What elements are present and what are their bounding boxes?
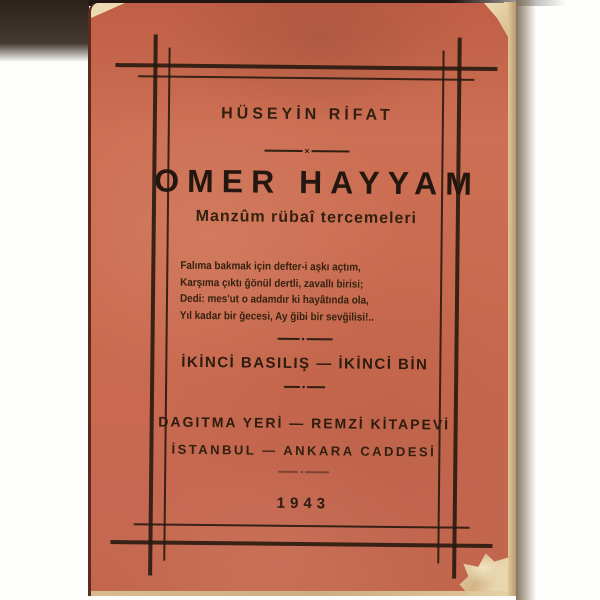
frame-outer-bottom <box>110 540 492 548</box>
divider-dot-glyph: • <box>301 382 306 393</box>
frame-inner-bottom <box>134 523 470 529</box>
divider-line <box>264 150 302 152</box>
poem-line: Falıma bakmak için defter-i aşkı açtım, <box>179 259 361 274</box>
divider-line <box>305 471 329 473</box>
divider-ornament-icon <box>152 381 457 392</box>
frame-inner-top <box>138 75 474 81</box>
divider-ornament-icon <box>153 333 458 344</box>
book-subtitle: Manzûm rübaî tercemeleri <box>195 207 418 228</box>
divider-line <box>312 150 350 152</box>
divider-line <box>278 338 300 340</box>
edition-line: İKİNCİ BASILIŞ — İKİNCİ BİN <box>181 353 429 374</box>
divider-ornament-icon <box>155 145 460 156</box>
printed-area <box>88 3 508 596</box>
divider-line <box>307 386 325 388</box>
author-name: HÜSEYİN RİFAT <box>221 105 394 124</box>
publication-year: 1943 <box>276 494 331 513</box>
divider-dot-glyph: • <box>300 467 304 478</box>
poem-line: Dedi: mes'ut o adamdır ki hayâtında ola, <box>179 292 369 307</box>
address-line: İSTANBUL — ANKARA CADDESİ <box>171 441 437 460</box>
photo-corner-shadow <box>0 0 89 62</box>
divider-x-glyph: × <box>304 146 310 157</box>
divider-line <box>278 471 298 473</box>
divider-line <box>284 386 300 388</box>
poem-line: Yıl kadar bir ğecesi, Ay ğibi bir sevğilisi!.. <box>179 309 374 324</box>
book-cover <box>88 3 508 596</box>
divider-dot-glyph: • <box>301 334 305 345</box>
divider-ornament-icon <box>151 466 456 477</box>
poem-block <box>153 257 459 326</box>
book-edge-shadow <box>516 0 536 600</box>
frame-outer-top <box>115 63 497 71</box>
poem-line: Karşıma çıktı ğönül dertli, zavallı birisi; <box>179 276 363 291</box>
divider-line <box>307 338 333 340</box>
book-title: OMER HAYYAM <box>154 162 481 202</box>
distributor-line: DAGITMA YERİ — REMZİ KİTAPEVİ <box>158 413 451 433</box>
